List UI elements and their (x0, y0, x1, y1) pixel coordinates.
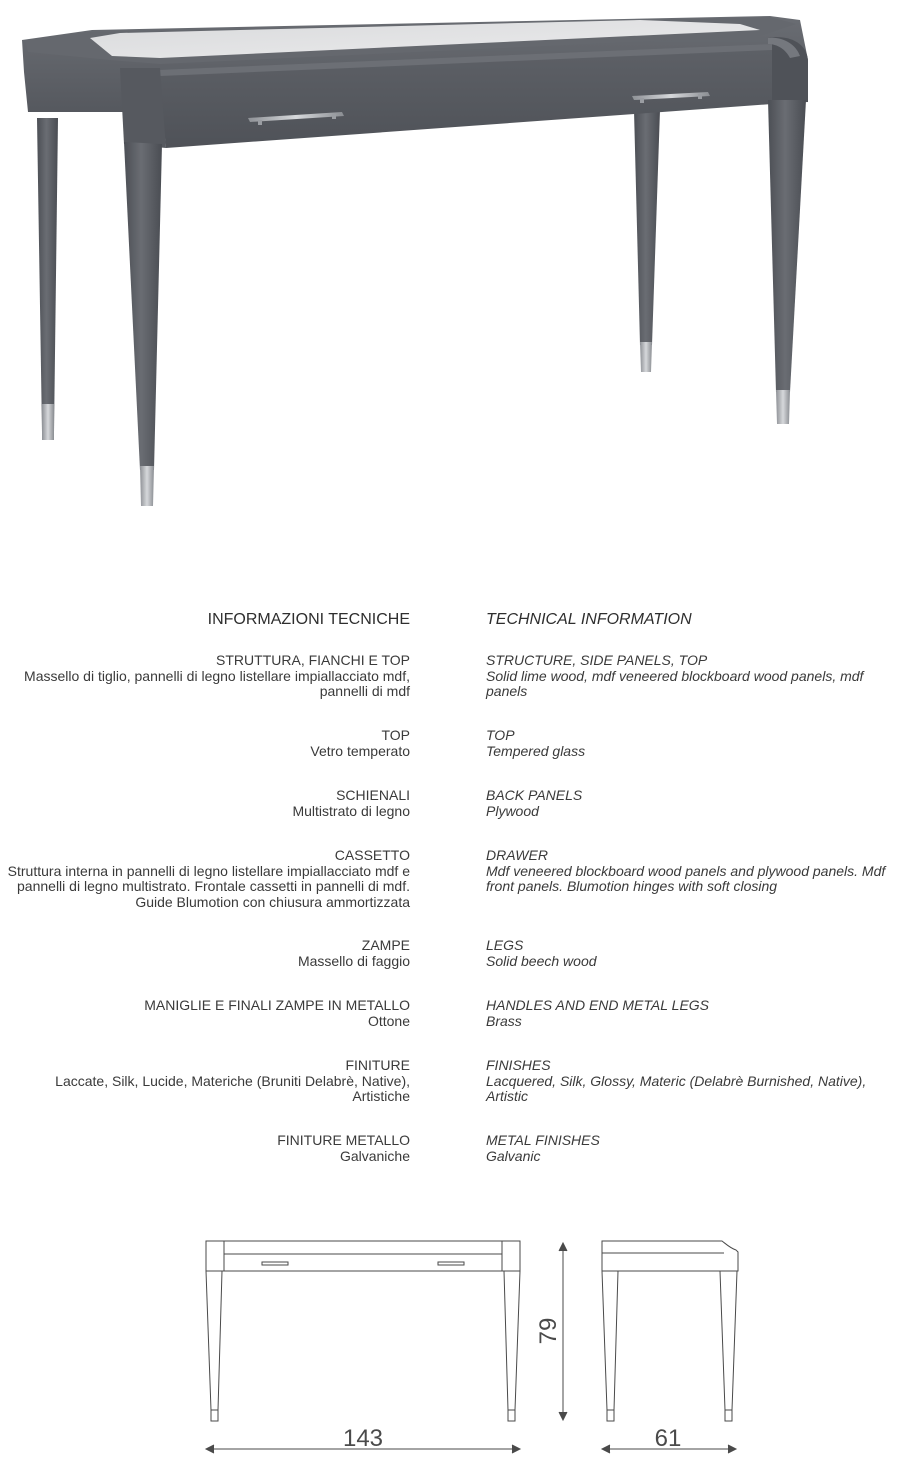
spec-text: Vetro temperato (310, 742, 410, 759)
spec-text: Ottone (367, 1012, 410, 1029)
spec-text: Laccate, Silk, Lucide, Materiche (Bruniti Delabrè, Native), Artistiche (55, 1072, 410, 1104)
back-right-leg (634, 110, 660, 372)
spec-en-structure (486, 653, 891, 700)
spec-title: STRUTTURA, FIANCHI E TOP (216, 652, 410, 668)
spec-it-metal-finishes (0, 1133, 410, 1164)
spec-text: Mdf veneered blockboard wood panels and plywood panels. Mdf front panels. Blumotion hinges with soft closing (486, 862, 886, 894)
spec-it-top (0, 728, 410, 759)
spec-en-legs (486, 938, 891, 969)
spec-text: Galvanic (486, 1147, 541, 1164)
spec-text: Multistrato di legno (292, 802, 410, 819)
back-left-leg (37, 118, 58, 440)
spec-title: STRUCTURE, SIDE PANELS, TOP (486, 652, 708, 668)
spec-title: ZAMPE (361, 937, 410, 953)
spec-text: Massello di tiglio, pannelli di legno listellare impiallacciato mdf, pannelli di mdf (24, 667, 410, 699)
spec-title: TOP (486, 727, 515, 743)
spec-title: BACK PANELS (486, 787, 583, 803)
heading-it: INFORMAZIONI TECNICHE (207, 611, 410, 628)
spec-text: Galvaniche (339, 1147, 410, 1164)
depth-value: 61 (654, 1425, 682, 1452)
spec-title: TOP (381, 727, 410, 743)
spec-title: METAL FINISHES (486, 1132, 600, 1148)
spec-text: Struttura interna in pannelli di legno listellare impiallacciato mdf e pannelli di legno multistrato. Frontale cassetti in pannelli di mdf. Guide Blumotion con chiusura ammortizzata (7, 862, 410, 910)
spec-title: SCHIENALI (336, 787, 410, 803)
spec-text: Massello di faggio (297, 952, 410, 969)
spec-text: Brass (486, 1012, 522, 1029)
spec-text: Solid lime wood, mdf veneered blockboard wood panels, mdf panels (486, 667, 864, 699)
spec-en-metal-finishes (486, 1133, 891, 1164)
front-view-drawing (206, 1241, 520, 1421)
spec-it-back-panels (0, 788, 410, 819)
spec-title: CASSETTO (334, 847, 410, 863)
spec-it-handles (0, 998, 410, 1029)
spec-en-drawer (486, 848, 891, 895)
spec-it-drawer (0, 848, 410, 910)
spec-title: MANIGLIE E FINALI ZAMPE IN METALLO (144, 997, 410, 1013)
spec-title: DRAWER (486, 847, 548, 863)
spec-text: Plywood (486, 802, 539, 819)
width-value: 143 (342, 1425, 384, 1452)
spec-it-legs (0, 938, 410, 969)
spec-en-handles (486, 998, 891, 1029)
spec-title: FINISHES (486, 1057, 551, 1073)
spec-en-back-panels (486, 788, 891, 819)
spec-title: LEGS (486, 937, 524, 953)
spec-title: HANDLES AND END METAL LEGS (486, 997, 710, 1013)
side-view-drawing (602, 1241, 738, 1421)
spec-title: FINITURE (345, 1057, 410, 1073)
heading-en: TECHNICAL INFORMATION (486, 611, 692, 628)
spec-text: Lacquered, Silk, Glossy, Materic (Delabrè Burnished, Native), Artistic (486, 1072, 867, 1104)
spec-it-structure (0, 653, 410, 700)
front-right-leg (768, 100, 806, 424)
spec-en-finishes (486, 1058, 891, 1105)
spec-title: FINITURE METALLO (277, 1132, 410, 1148)
desk-product-image (0, 0, 908, 570)
spec-text: Tempered glass (486, 742, 586, 759)
spec-it-finishes (0, 1058, 410, 1105)
front-left-leg (124, 142, 162, 506)
spec-text: Solid beech wood (486, 952, 597, 969)
spec-en-top (486, 728, 891, 759)
height-value: 79 (535, 1317, 562, 1345)
dimension-drawings (0, 1225, 908, 1468)
